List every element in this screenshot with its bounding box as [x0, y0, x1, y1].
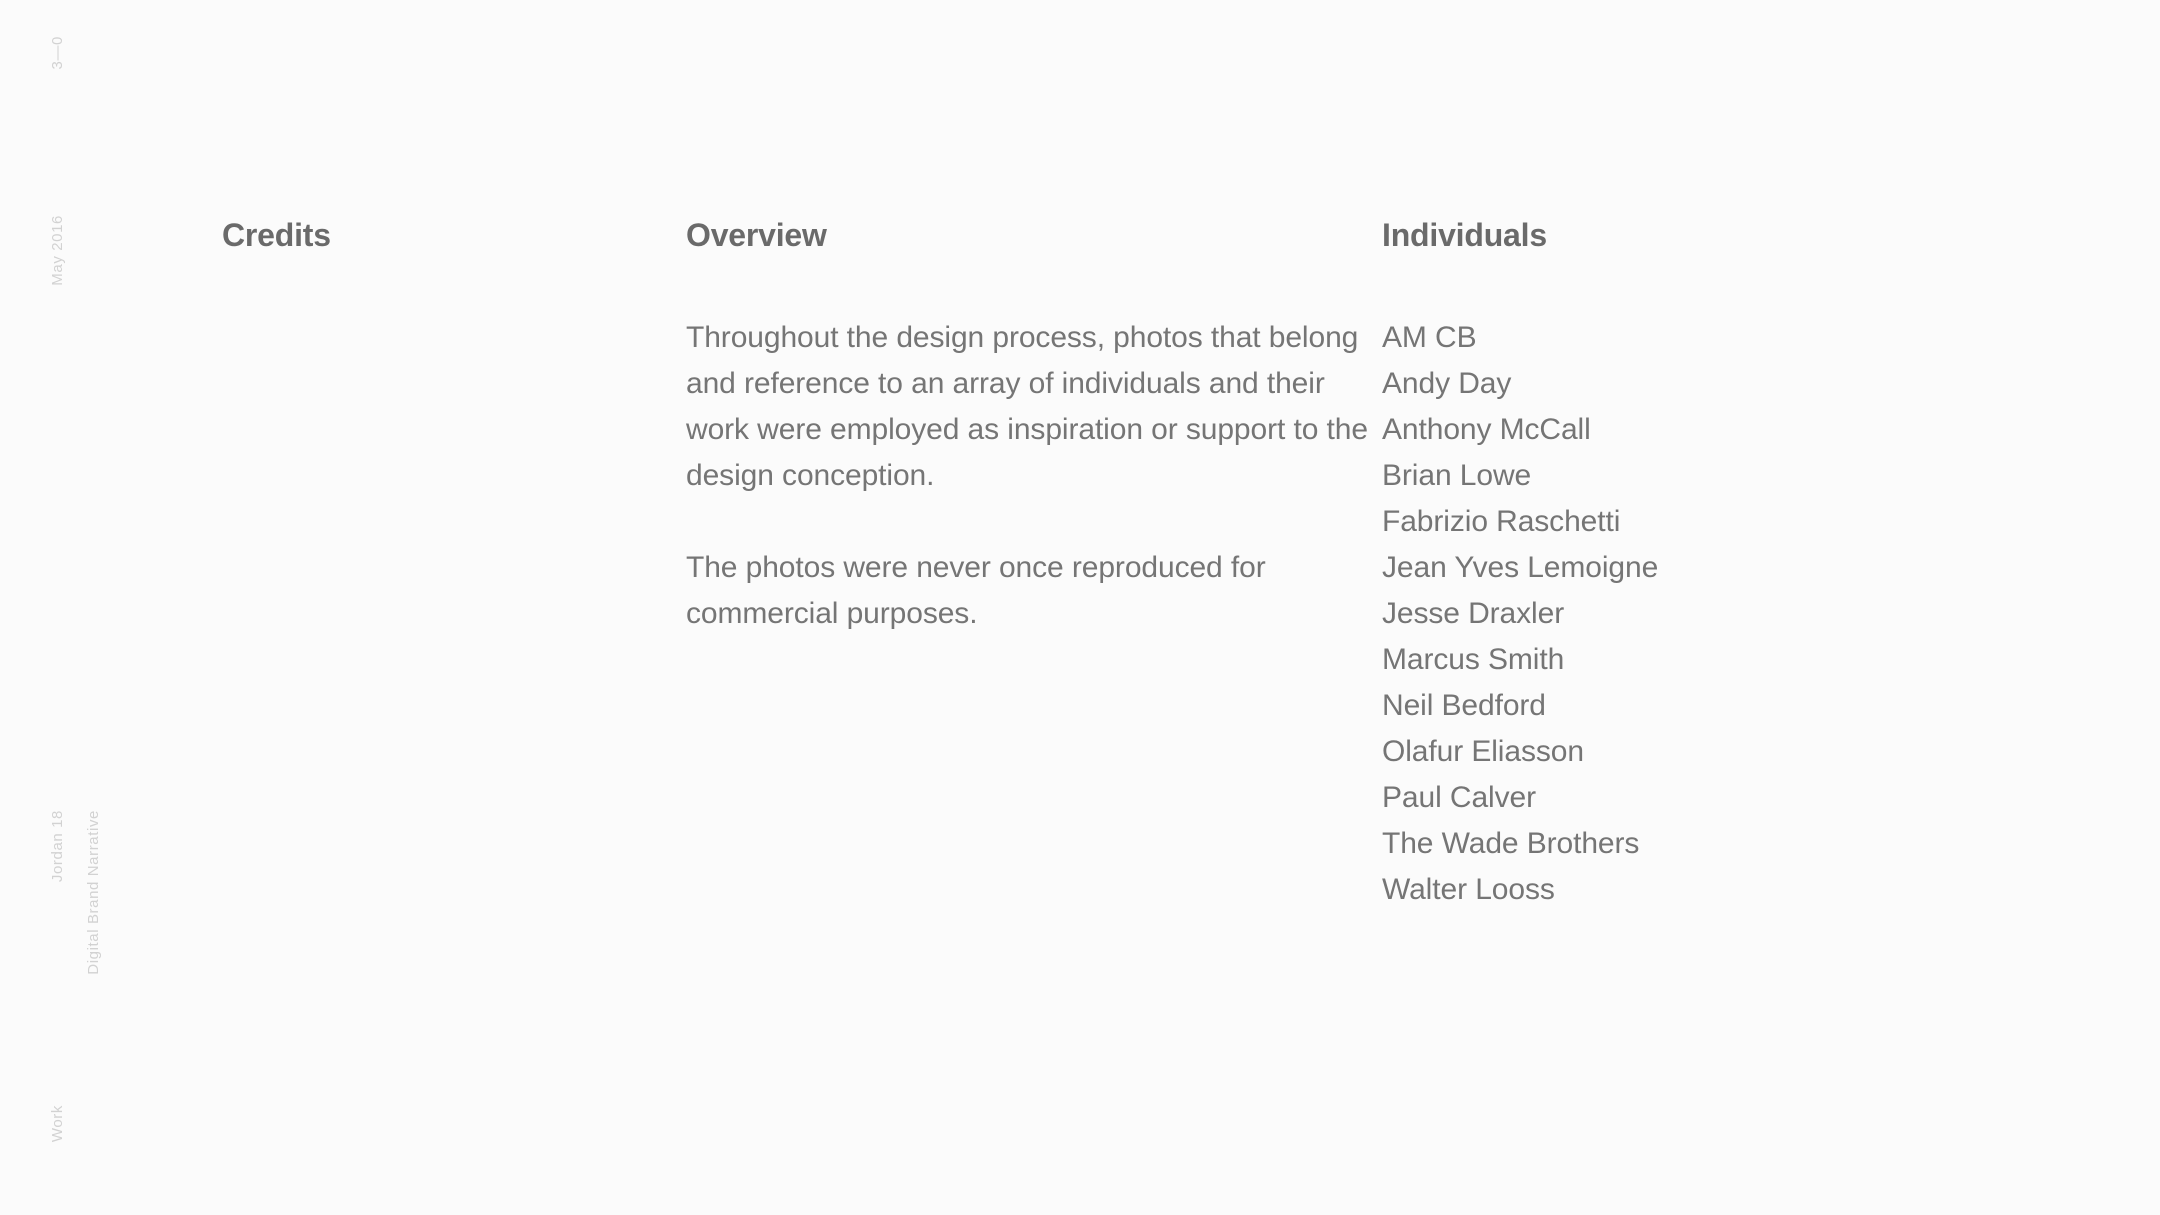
list-item: Fabrizio Raschetti: [1382, 505, 1621, 539]
section-label: Work: [49, 1105, 66, 1143]
list-item: The Wade Brothers: [1382, 827, 1640, 861]
list-item: Anthony McCall: [1382, 413, 1591, 447]
overview-heading: Overview: [686, 217, 827, 253]
individuals-column: [1382, 218, 1942, 913]
list-item: Marcus Smith: [1382, 643, 1565, 677]
overview-column: [686, 218, 1376, 637]
individuals-list: [1382, 315, 1942, 913]
project-name: Jordan 18: [49, 810, 66, 883]
list-item: Brian Lowe: [1382, 459, 1532, 493]
publication-date: May 2016: [49, 215, 66, 286]
list-item: Olafur Eliasson: [1382, 735, 1584, 769]
project-subtitle: Digital Brand Narrative: [85, 810, 102, 975]
overview-paragraph: The photos were never once reproduced for commercial purposes.: [686, 551, 1266, 631]
list-item: Neil Bedford: [1382, 689, 1546, 723]
list-item: Andy Day: [1382, 367, 1512, 401]
list-item: Jesse Draxler: [1382, 597, 1565, 631]
credits-heading: Credits: [222, 217, 331, 253]
list-item: Jean Yves Lemoigne: [1382, 551, 1659, 585]
individuals-heading: Individuals: [1382, 217, 1547, 253]
list-item: Paul Calver: [1382, 781, 1536, 815]
list-item: Walter Looss: [1382, 873, 1555, 907]
page-number: 3—0: [49, 36, 66, 70]
list-item: AM CB: [1382, 321, 1477, 355]
credits-column: [222, 218, 642, 315]
overview-paragraph: Throughout the design process, photos that belong and reference to an array of individuals and their work were employed as inspiration or support to the design conception.: [686, 321, 1368, 493]
